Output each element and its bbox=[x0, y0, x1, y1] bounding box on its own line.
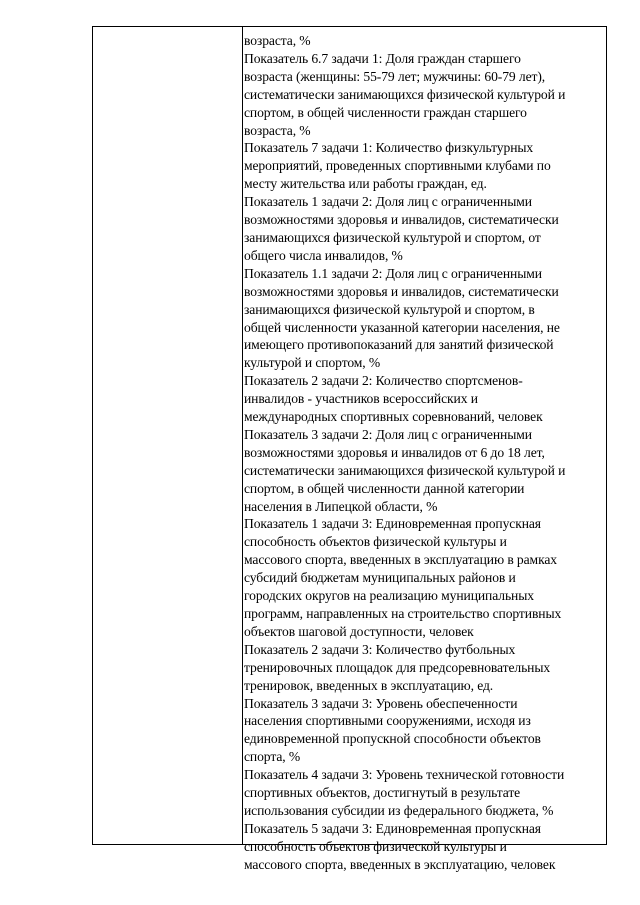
text-line: общего числа инвалидов, % bbox=[244, 247, 403, 263]
text-line: тренировок, введенных в эксплуатацию, ед. bbox=[244, 677, 494, 693]
text-line: возраста, % bbox=[244, 122, 311, 138]
text-line: международных спортивных соревнований, человек bbox=[244, 409, 543, 425]
text-line: имеющего противопоказаний для занятий физической bbox=[244, 337, 554, 353]
text-line: единовременной пропускной способности объектов bbox=[244, 731, 541, 747]
indicators-table bbox=[92, 26, 607, 872]
text-line: занимающихся физической культурой и спортом, в bbox=[244, 301, 535, 317]
text-line: массового спорта, введенных в эксплуатацию в рамках bbox=[244, 552, 557, 568]
text-line: спортом, в общей численности граждан старшего bbox=[244, 104, 527, 120]
text-line: Показатель 2 задачи 2: Количество спортсменов- bbox=[244, 373, 523, 389]
text-line: способность объектов физической культуры и bbox=[244, 534, 507, 550]
text-line: Показатель 7 задачи 1: Количество физкультурных bbox=[244, 140, 534, 156]
text-line: культурой и спортом, % bbox=[244, 355, 381, 371]
text-line: возможностями здоровья и инвалидов от 6 до 18 лет, bbox=[244, 444, 545, 460]
text-line: объектов шаговой доступности, человек bbox=[244, 623, 474, 639]
text-line: инвалидов - участников всероссийских и bbox=[244, 391, 478, 407]
text-line: программ, направленных на строительство спортивных bbox=[244, 606, 562, 621]
text-line: месту жительства или работы граждан, ед. bbox=[244, 176, 487, 192]
text-line: спортом, в общей численности данной категории bbox=[244, 480, 525, 496]
text-line: субсидий бюджетам муниципальных районов и bbox=[244, 570, 516, 586]
text-line: мероприятий, проведенных спортивными клубами по bbox=[244, 158, 551, 174]
text-line: населения спортивными сооружениями, исходя из bbox=[244, 713, 531, 729]
text-line: Показатель 6.7 задачи 1: Доля граждан старшего bbox=[244, 50, 521, 66]
text-line: спортивных объектов, достигнутый в результате bbox=[244, 785, 521, 801]
text-line: массового спорта, введенных в эксплуатацию, человек bbox=[244, 856, 556, 872]
text-line: Показатель 5 задачи 3: Единовременная пропускная bbox=[244, 820, 541, 836]
text-line: населения в Липецкой области, % bbox=[244, 498, 438, 514]
text-line: городских округов на реализацию муниципальных bbox=[244, 588, 534, 604]
table-right-column bbox=[243, 27, 606, 872]
text-line: тренировочных площадок для предсоревновательных bbox=[244, 659, 551, 675]
text-line: занимающихся физической культурой и спортом, от bbox=[244, 229, 541, 245]
text-line: Показатель 1 задачи 3: Единовременная пропускная bbox=[244, 516, 541, 532]
text-line: возраста, % bbox=[244, 33, 311, 48]
text-line: возраста (женщины: 55-79 лет; мужчины: 60-79 лет), bbox=[244, 68, 546, 84]
text-line: использования субсидии из федерального бюджета, % bbox=[244, 802, 554, 818]
text-line: систематически занимающихся физической культурой и bbox=[244, 462, 566, 478]
text-line: спорта, % bbox=[244, 749, 301, 765]
table-left-column bbox=[93, 27, 243, 844]
text-line: возможностями здоровья и инвалидов, систематически bbox=[244, 212, 559, 228]
text-line: способность объектов физической культуры и bbox=[244, 838, 507, 854]
text-line: Показатель 1.1 задачи 2: Доля лиц с ограниченными bbox=[244, 265, 542, 281]
text-line: Показатель 3 задачи 2: Доля лиц с ограниченными bbox=[244, 426, 532, 442]
text-line: Показатель 1 задачи 2: Доля лиц с ограниченными bbox=[244, 194, 532, 210]
text-line: Показатель 4 задачи 3: Уровень технической готовности bbox=[244, 767, 565, 783]
text-line: общей численности указанной категории населения, не bbox=[244, 319, 560, 335]
text-line: систематически занимающихся физической культурой и bbox=[244, 86, 566, 102]
text-line: возможностями здоровья и инвалидов, систематически bbox=[244, 283, 559, 299]
text-line: Показатель 3 задачи 3: Уровень обеспеченности bbox=[244, 695, 518, 711]
text-line: Показатель 2 задачи 3: Количество футбольных bbox=[244, 641, 516, 657]
